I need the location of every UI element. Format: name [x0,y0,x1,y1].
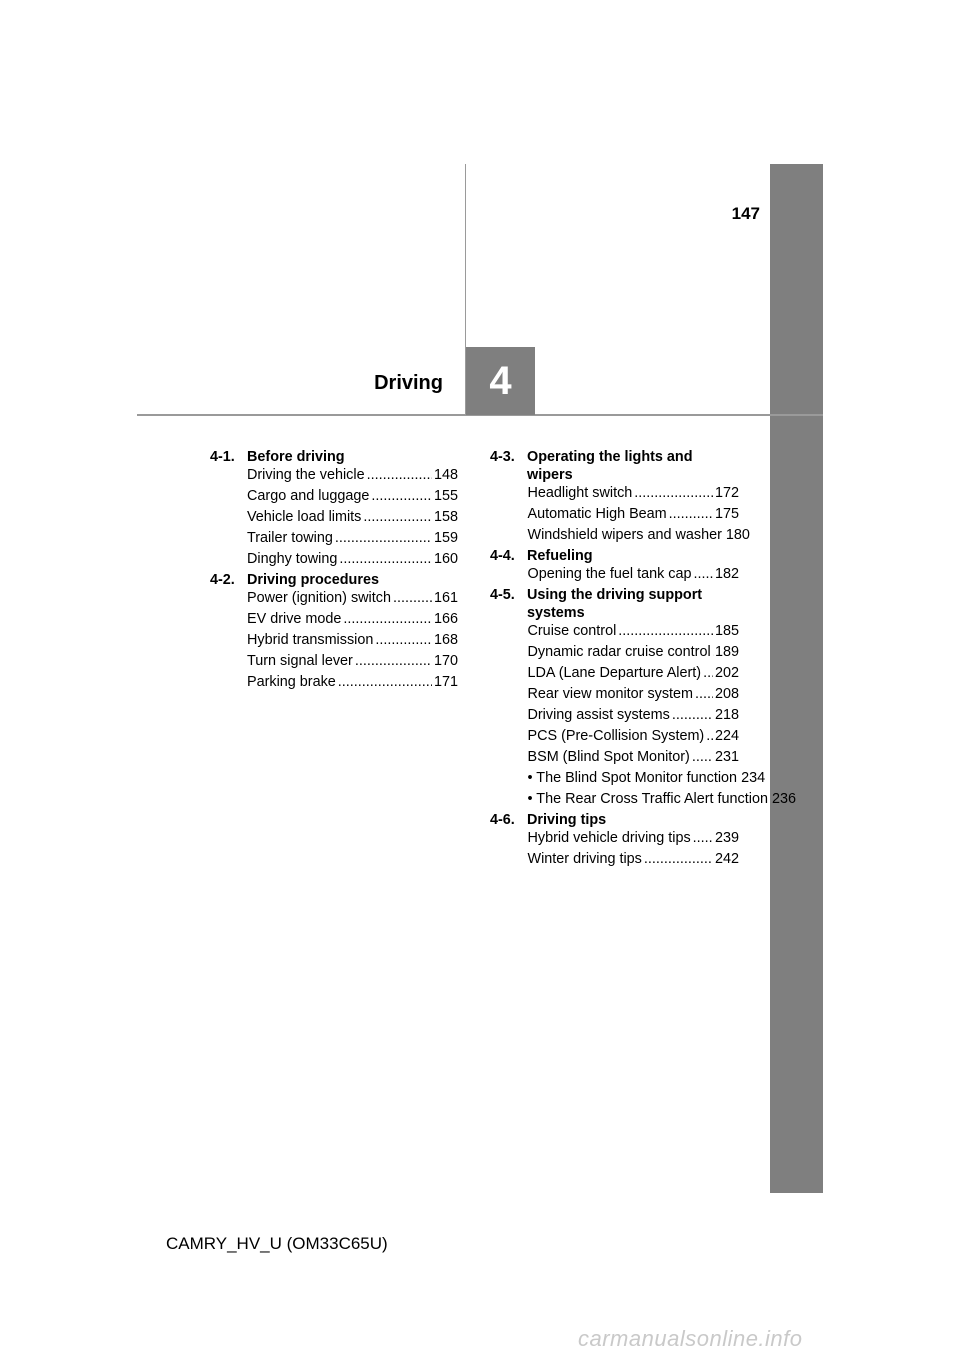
entry-page: 202 [714,665,739,681]
entry-page: 170 [433,653,458,669]
toc-entry[interactable] [247,631,458,649]
document-code: CAMRY_HV_U (OM33C65U) [166,1234,388,1253]
entry-page: 175 [714,506,739,522]
watermark: carmanualsonline.info [578,1326,803,1351]
entry-page: 189 [714,644,739,660]
section-heading[interactable] [490,547,739,565]
toc-entry[interactable] [247,589,458,607]
toc-section [490,547,739,583]
entry-text: Windshield wipers and washer [527,527,722,543]
toc-right-column [490,448,796,871]
dot-leader [363,508,432,526]
dot-leader [644,850,713,868]
dot-leader [634,484,713,502]
toc-section [490,448,750,544]
entry-text: Turn signal lever [247,653,353,669]
entry-text: LDA (Lane Departure Alert) [527,665,702,681]
section-title: Refueling [527,548,593,564]
toc-entry[interactable] [247,529,458,547]
entry-page: 218 [714,707,739,723]
toc-entry[interactable] [528,850,740,868]
toc-entry[interactable] [528,748,740,766]
entry-page: 180 [725,527,750,543]
toc-entry[interactable] [247,673,458,691]
entry-text: EV drive mode [247,611,342,627]
section-heading[interactable] [490,811,739,829]
entry-text: Hybrid transmission [247,632,374,648]
dot-leader [618,622,713,640]
chapter-number-box [466,347,535,415]
toc-section [210,448,458,568]
entry-text: Parking brake [247,674,336,690]
toc-entry[interactable] [247,610,458,628]
toc-entry[interactable] [527,769,766,787]
dot-leader [693,829,713,847]
dot-leader [669,505,713,523]
entry-page: 159 [433,530,458,546]
section-heading[interactable] [210,571,458,589]
entry-text: Opening the fuel tank cap [527,566,692,582]
entry-text: Driving assist systems [527,707,670,723]
toc-entry[interactable] [527,526,750,544]
entry-text: Driving the vehicle [247,467,365,483]
entry-page: 166 [433,611,458,627]
dot-leader [371,487,432,505]
toc-section [490,586,796,808]
dot-leader [672,706,713,724]
chapter-side-tab [770,164,823,1193]
section-title: Driving procedures [247,572,379,588]
entry-page: 236 [771,791,796,807]
toc-entry[interactable] [247,652,458,670]
dot-leader [703,664,713,682]
entry-page: 168 [433,632,458,648]
entry-page: 161 [433,590,458,606]
chapter-title: Driving [374,372,443,394]
entry-page: 231 [714,749,739,765]
entry-page: 148 [433,467,458,483]
entry-page: 158 [433,509,458,525]
page-number: 147 [731,204,760,223]
dot-leader [335,529,432,547]
entry-text: Dinghy towing [247,551,338,567]
entry-text: Rear view monitor system [527,686,694,702]
section-number: 4-2. [210,572,235,588]
entry-page: 234 [741,770,766,786]
section-title: Using the driving support systems [527,587,703,621]
entry-text: Hybrid vehicle driving tips [527,830,691,846]
section-number: 4-5. [490,587,515,603]
section-number: 4-4. [490,548,515,564]
toc-entry[interactable] [528,829,740,847]
entry-text: Power (ignition) switch [247,590,391,606]
dot-leader [338,673,432,691]
entry-text: Trailer towing [247,530,333,546]
entry-page: 208 [714,686,739,702]
toc-entry[interactable] [528,484,740,502]
entry-text: PCS (Pre-Collision System) [527,728,705,744]
toc-entry[interactable] [247,550,458,568]
entry-page: 171 [433,674,458,690]
section-heading[interactable] [210,448,458,466]
entry-text: Cargo and luggage [247,488,370,504]
dot-leader [695,685,713,703]
toc-entry[interactable] [528,664,740,682]
dot-leader [375,631,432,649]
section-title: Before driving [247,449,345,465]
toc-entry[interactable] [528,706,740,724]
section-title: Driving tips [527,812,607,828]
section-heading[interactable] [490,586,739,622]
entry-text: • The Blind Spot Monitor function [527,770,738,786]
toc-entry[interactable] [528,727,740,745]
section-heading[interactable] [490,448,739,484]
toc-entry[interactable] [528,505,740,523]
toc-entry[interactable] [527,790,796,808]
entry-page: 155 [433,488,458,504]
chapter-number: 4 [489,358,512,403]
entry-text: Dynamic radar cruise control [527,644,711,660]
entry-page: 239 [714,830,739,846]
entry-text: BSM (Blind Spot Monitor) [527,749,690,765]
toc-section [210,571,458,691]
entry-page: 172 [714,485,739,501]
toc-entry[interactable] [247,487,458,505]
section-title: Operating the lights and wipers [527,449,693,483]
entry-page: 160 [433,551,458,567]
entry-text: • The Rear Cross Traffic Alert function [527,791,768,807]
dot-leader [692,748,713,766]
toc-section [490,811,739,868]
dot-leader [706,727,713,745]
entry-page: 224 [714,728,739,744]
dot-leader [694,565,713,583]
toc-entry[interactable] [528,643,740,661]
toc-left-column [210,448,458,694]
dot-leader [355,652,432,670]
dot-leader [343,610,432,628]
dot-leader [367,466,432,484]
section-number: 4-3. [490,449,515,465]
toc-entry[interactable] [528,685,740,703]
dot-leader [393,589,432,607]
entry-text: Automatic High Beam [527,506,667,522]
toc-entry[interactable] [528,622,740,640]
entry-page: 185 [714,623,739,639]
dot-leader [339,550,432,568]
toc-entry[interactable] [528,565,740,583]
toc-entry[interactable] [247,508,458,526]
entry-page: 242 [714,851,739,867]
entry-text: Cruise control [527,623,617,639]
section-number: 4-6. [490,812,515,828]
entry-text: Headlight switch [527,485,633,501]
entry-text: Winter driving tips [527,851,642,867]
toc-entry[interactable] [247,466,458,484]
entry-text: Vehicle load limits [247,509,362,525]
section-number: 4-1. [210,449,235,465]
entry-page: 182 [714,566,739,582]
